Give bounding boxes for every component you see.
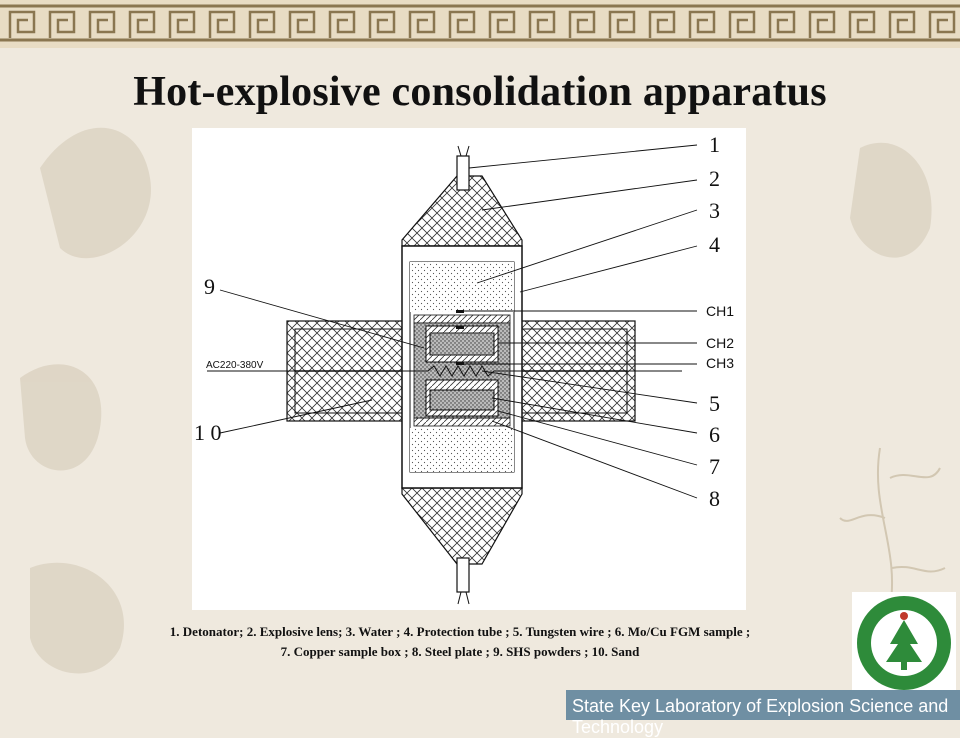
caption-line-1: 1. Detonator; 2. Explosive lens; 3. Water ; 4. Protection tube ; 5. Tungsten wire ; 6. Mo/Cu FGM sample ; (169, 624, 751, 639)
label-4: 4 (709, 232, 720, 257)
label-ch1: CH1 (706, 303, 735, 319)
top-border-pattern (0, 0, 960, 48)
detonator-bottom (457, 558, 469, 592)
label-10: 1 0 (194, 420, 222, 445)
water-top (410, 262, 514, 312)
fgm-sample-top (430, 333, 494, 355)
label-ch2: CH2 (706, 335, 735, 351)
detonator-top (457, 156, 469, 190)
slide-title: Hot-explosive consolidation apparatus (133, 69, 827, 115)
water-bottom (410, 428, 514, 472)
footer-bar (566, 690, 960, 737)
label-3: 3 (709, 198, 720, 223)
label-8: 8 (709, 486, 720, 511)
label-power: AC220-380V (206, 360, 264, 371)
label-5: 5 (709, 391, 720, 416)
footer-text: State Key Laboratory of Explosion Science and Technology (572, 696, 949, 737)
university-logo (852, 592, 956, 694)
label-9: 9 (204, 274, 215, 299)
explosive-lens-bottom (402, 488, 522, 564)
label-2: 2 (709, 166, 720, 191)
figure-caption (60, 622, 860, 662)
caption-line-2: 7. Copper sample box ; 8. Steel plate ; 9. SHS powders ; 10. Sand (280, 644, 640, 659)
label-7: 7 (709, 454, 720, 479)
steel-plate-top (414, 315, 510, 323)
label-ch3: CH3 (706, 355, 735, 371)
apparatus-diagram (192, 128, 746, 610)
label-1: 1 (709, 132, 720, 157)
label-6: 6 (709, 422, 720, 447)
fgm-sample-bottom (430, 390, 494, 410)
